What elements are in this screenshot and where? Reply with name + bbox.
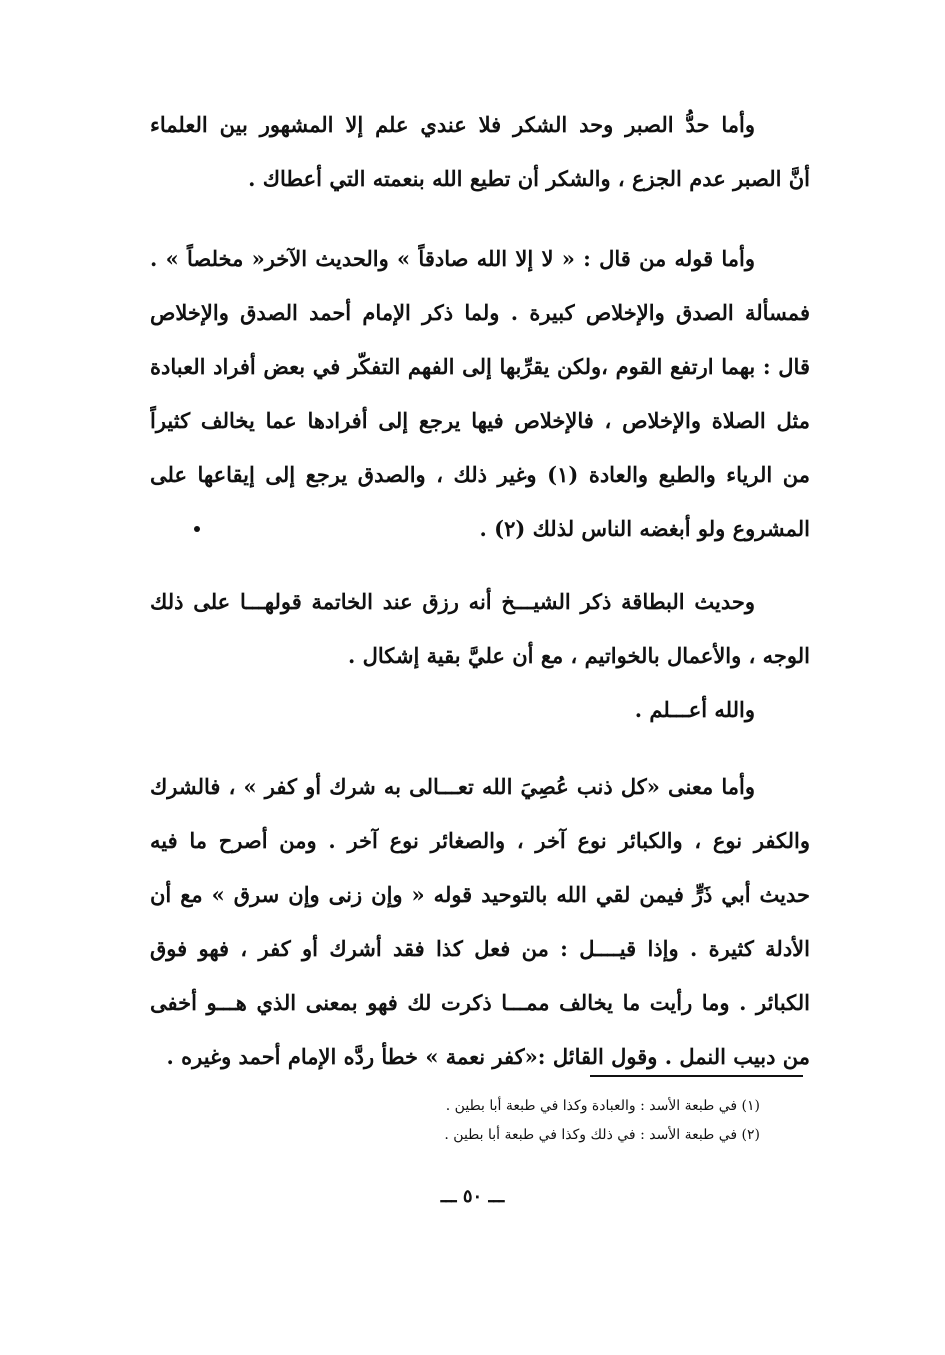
paragraph-line: من دبيب النمل . وقول القائل :«كفر نعمة » خطأ ردَّه الإمام أحمد وغيره .: [166, 1044, 810, 1069]
paragraph-sin-meaning: [150, 760, 810, 1084]
ink-dot: [194, 526, 200, 532]
paragraph-line: وأما معنى «كل ذنب عُصِيَ الله تعـــالى به شرك أو كفر » ، فالشرك: [150, 774, 755, 799]
paragraph-line: وأما حدُّ الصبر وحد الشكر فلا عندي علم إلا المشهور بين العلماء: [150, 112, 755, 137]
footnotes: [300, 1092, 760, 1150]
paragraph-bitaqa-hadith: [150, 575, 810, 683]
paragraph-line: الأدلة كثيرة . وإذا قيــــل : من فعل كذا فقد أشرك أو كفر ، فهو فوق: [150, 936, 810, 961]
paragraph-line: فمسألة الصدق والإخلاص كبيرة . ولما ذكر الإمام أحمد الصدق والإخلاص: [150, 300, 810, 325]
paragraph-line: والله أعـــلم .: [634, 697, 755, 722]
footnote-divider: [590, 1075, 803, 1077]
paragraph-line: أنَّ الصبر عدم الجزع ، والشكر أن تطيع الله بنعمته التي أعطاك .: [248, 166, 810, 191]
paragraph-line: وأما قوله من قال : « لا إلا الله صادقاً » والحديث الآخر« مخلصاً » .: [150, 246, 755, 271]
paragraph-line: الوجه ، والأعمال بالخواتيم ، مع أن عليَّ بقية إشكال .: [347, 643, 810, 668]
footnote-2: (٢) في طبعة الأسد : في ذلك وكذا في طبعة أبا بطين .: [444, 1127, 760, 1143]
paragraph-line: مثل الصلاة والإخلاص ، فالإخلاص فيها يرجع إلى أفرادها عما يخالف كثيراً: [150, 408, 810, 433]
paragraph-line: حديث أبي ذَرٍّ فيمن لقي الله بالتوحيد قوله « وإن زنى وإن سرق » مع أن: [150, 882, 810, 907]
paragraph-sincerity: [150, 232, 810, 556]
paragraph-line: وحديث البطاقة ذكر الشيـــخ أنه رزق عند الخاتمة قولهـــا على ذلك: [150, 589, 755, 614]
paragraph-line: قال : بهما ارتفع القوم ،ولكن يقرِّبها إلى الفهم التفكّر في بعض أفراد العبادة: [150, 354, 810, 379]
page-number: ـــ ٥٠ ـــ: [440, 1186, 505, 1207]
paragraph-line: الكبائر . وما رأيت ما يخالف ممـــا ذكرت لك فهو بمعنى الذي هـــو أخفى: [150, 990, 810, 1015]
footnote-1: (١) في طبعة الأسد : والعبادة وكذا في طبعة أبا بطين .: [445, 1098, 760, 1114]
paragraph-line: من الرياء والطبع والعادة (١) وغير ذلك ، والصدق يرجع إلى إيقاعها على: [150, 462, 810, 487]
paragraph-line: المشروع ولو أبغضه الناس لذلك (٢) .: [479, 516, 810, 541]
paragraph-allah-knows-best: [150, 683, 810, 737]
paragraph-patience-gratitude: [150, 98, 810, 206]
paragraph-line: والكفر نوع ، والكبائر نوع آخر ، والصغائر نوع آخر . ومن أصرح ما فيه: [150, 828, 810, 853]
